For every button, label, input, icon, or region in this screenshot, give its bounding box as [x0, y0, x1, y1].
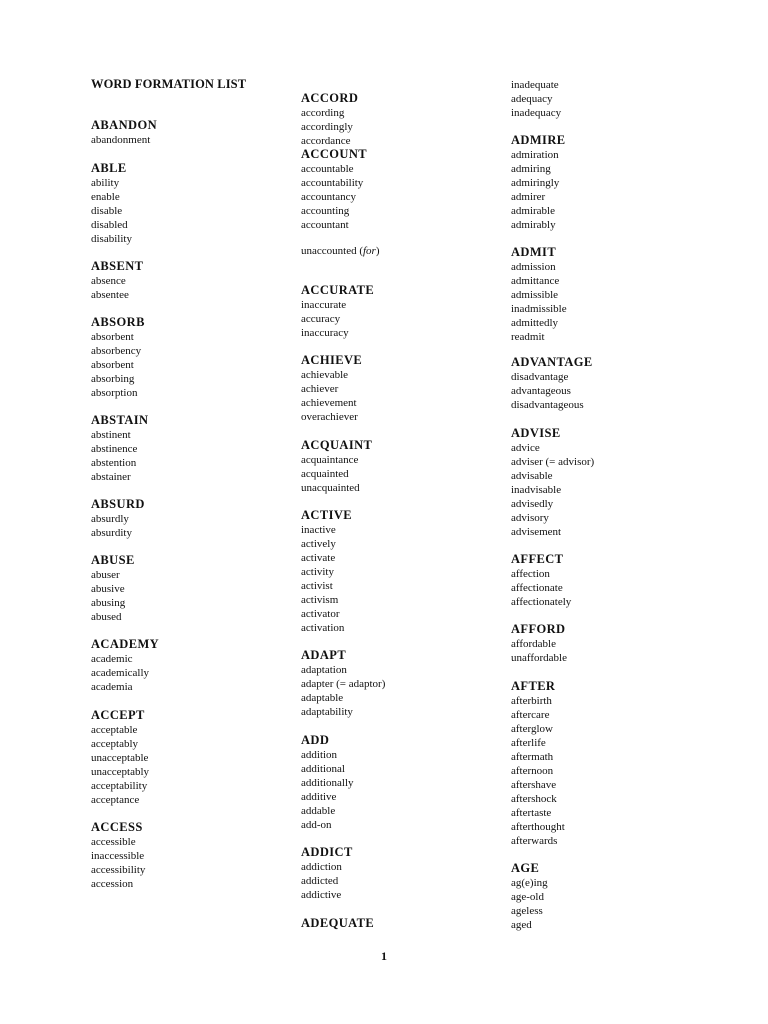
entry-headword: ACQUAINT — [301, 438, 373, 452]
derived-word: adequacy — [511, 93, 553, 105]
entry-headword: ADMIT — [511, 245, 557, 259]
derived-word: disadvantage — [511, 371, 569, 383]
entry-headword: ADVISE — [511, 426, 561, 440]
entry-academy — [91, 637, 159, 694]
derived-word: abstinent — [91, 429, 131, 441]
derived-word: addiction — [301, 861, 342, 873]
entry-adapt — [301, 648, 385, 719]
word-part-italic: for — [363, 245, 376, 257]
derived-word: aftershave — [511, 779, 557, 791]
derived-word: unacceptable — [91, 752, 149, 764]
derived-word: absorbing — [91, 373, 135, 385]
entry-afford — [511, 622, 567, 665]
entry-headword: AFTER — [511, 679, 556, 693]
entry-adequate-continued — [511, 78, 561, 120]
derived-word: advantageous — [511, 385, 571, 397]
derived-word: admission — [511, 261, 556, 273]
entry-absorb — [91, 315, 145, 400]
derived-word: accessibility — [91, 864, 146, 876]
word-part: ) — [375, 245, 380, 257]
entry-admire — [511, 133, 565, 232]
entry-headword: ACHIEVE — [301, 353, 363, 367]
entry-accurate — [301, 283, 374, 340]
derived-word: adaptable — [301, 692, 344, 704]
derived-word: acquainted — [301, 468, 349, 480]
derived-word: afterlife — [511, 737, 546, 749]
derived-word: admirer — [511, 191, 546, 203]
derived-word: affordable — [511, 638, 556, 650]
derived-word: absorption — [91, 387, 138, 399]
entry-headword: ABLE — [91, 161, 127, 175]
derived-word: unacceptably — [91, 766, 150, 778]
derived-word: aftershock — [511, 793, 557, 805]
derived-word: adaptability — [301, 706, 353, 718]
entry-access — [91, 820, 145, 891]
entry-headword: ACCOUNT — [301, 147, 367, 161]
derived-word: admittedly — [511, 317, 559, 329]
derived-word: acceptable — [91, 724, 138, 736]
derived-word: acceptably — [91, 738, 139, 750]
derived-word: admiration — [511, 149, 559, 161]
derived-word: accounting — [301, 205, 350, 217]
derived-word: abstention — [91, 457, 137, 469]
derived-word: inaccessible — [91, 850, 145, 862]
derived-word: absorbency — [91, 345, 142, 357]
entry-headword: ADDICT — [301, 845, 353, 859]
entry-accord — [301, 91, 358, 148]
entry-headword: ACTIVE — [301, 508, 353, 522]
derived-word: ag(e)ing — [511, 877, 548, 889]
derived-word: achiever — [301, 383, 339, 395]
derived-word: absurdity — [91, 527, 132, 539]
word-part: unaccounted ( — [301, 245, 363, 257]
entry-headword: ACCURATE — [301, 283, 375, 297]
derived-word: accession — [91, 878, 134, 890]
derived-word: unaffordable — [511, 652, 567, 664]
entry-abstain — [91, 413, 148, 484]
derived-word: disable — [91, 205, 123, 217]
entry-headword: ABSTAIN — [91, 413, 149, 427]
derived-word: afterthought — [511, 821, 565, 833]
entry-headword: ADMIRE — [511, 133, 566, 147]
derived-word: inadequacy — [511, 107, 562, 119]
entry-absurd — [91, 497, 145, 540]
derived-word: activist — [301, 580, 333, 592]
derived-word: disabled — [91, 219, 128, 231]
entry-after — [511, 679, 565, 848]
entry-add — [301, 733, 354, 832]
derived-word: activator — [301, 608, 340, 620]
entry-account — [301, 147, 367, 232]
derived-word: activism — [301, 594, 339, 606]
derived-word: accordingly — [301, 121, 353, 133]
derived-word: ageless — [511, 905, 543, 917]
derived-word: advisement — [511, 526, 562, 538]
entry-headword: ABANDON — [91, 118, 157, 132]
entry-headword: ACCEPT — [91, 708, 145, 722]
entry-addict — [301, 845, 353, 902]
derived-word: aftercare — [511, 709, 550, 721]
page-number: 1 — [381, 949, 387, 963]
derived-word: adapter (= adaptor) — [301, 678, 386, 690]
derived-word: afterglow — [511, 723, 553, 735]
derived-word: unacquainted — [301, 482, 360, 494]
derived-word: readmit — [511, 331, 545, 343]
derived-word: afterbirth — [511, 695, 552, 707]
derived-word: disadvantageous — [511, 399, 584, 411]
derived-word: disability — [91, 233, 132, 245]
derived-word: academic — [91, 653, 133, 665]
derived-word: age-old — [511, 891, 544, 903]
derived-word: add-on — [301, 819, 332, 831]
derived-word: addictive — [301, 889, 342, 901]
derived-word: overachiever — [301, 411, 358, 423]
derived-word: abused — [91, 611, 122, 623]
derived-word: according — [301, 107, 345, 119]
entry-headword: ABSURD — [91, 497, 145, 511]
derived-word: inactive — [301, 524, 336, 536]
derived-word: advice — [511, 442, 540, 454]
entry-active — [301, 508, 352, 635]
entry-affect — [511, 552, 571, 609]
entry-unaccounted — [301, 244, 380, 258]
derived-word: academically — [91, 667, 150, 679]
derived-word: actively — [301, 538, 336, 550]
entry-headword: ADAPT — [301, 648, 347, 662]
entry-headword: ACCORD — [301, 91, 359, 105]
entry-headword: ADD — [301, 733, 330, 747]
derived-word: abandonment — [91, 134, 151, 146]
entry-able — [91, 161, 132, 246]
entry-age — [511, 861, 548, 932]
derived-word: accountable — [301, 163, 354, 175]
derived-word: activity — [301, 566, 334, 578]
entry-advantage — [511, 355, 593, 412]
derived-word: affectionately — [511, 596, 572, 608]
entry-headword: AFFORD — [511, 622, 566, 636]
entry-headword: ADVANTAGE — [511, 355, 593, 369]
derived-word-unaccounted — [301, 244, 380, 258]
entry-headword: ABUSE — [91, 553, 135, 567]
derived-word: abusive — [91, 583, 125, 595]
entry-headword: ACADEMY — [91, 637, 160, 651]
derived-word: activate — [301, 552, 336, 564]
derived-word: admirable — [511, 205, 555, 217]
derived-word: admissible — [511, 289, 559, 301]
derived-word: absorbent — [91, 359, 134, 371]
derived-word: inadequate — [511, 79, 559, 91]
entry-accept — [91, 708, 149, 807]
derived-word: advisable — [511, 470, 553, 482]
derived-word: accuracy — [301, 313, 341, 325]
derived-word: adaptation — [301, 664, 347, 676]
entry-headword: ADEQUATE — [301, 916, 375, 930]
entry-acquaint — [301, 438, 372, 495]
derived-word: aftermath — [511, 751, 554, 763]
derived-word: accountability — [301, 177, 364, 189]
derived-word: enable — [91, 191, 120, 203]
derived-word: admiring — [511, 163, 551, 175]
entry-achieve — [301, 353, 362, 424]
entry-headword: AGE — [511, 861, 540, 875]
derived-word: afternoon — [511, 765, 554, 777]
entry-absent — [91, 259, 143, 302]
derived-word: achievable — [301, 369, 349, 381]
derived-word: abstainer — [91, 471, 131, 483]
derived-word: aged — [511, 919, 532, 931]
derived-word: aftertaste — [511, 807, 552, 819]
derived-word: admiringly — [511, 177, 560, 189]
derived-word: affection — [511, 568, 550, 580]
derived-word: abstinence — [91, 443, 138, 455]
derived-word: inadmissible — [511, 303, 567, 315]
derived-word: achievement — [301, 397, 357, 409]
derived-word: admirably — [511, 219, 556, 231]
derived-word: adviser (= advisor) — [511, 456, 595, 468]
derived-word: advisory — [511, 512, 549, 524]
derived-word: additive — [301, 791, 337, 803]
derived-word: addable — [301, 805, 336, 817]
entry-headword: ABSORB — [91, 315, 145, 329]
derived-word: abusing — [91, 597, 126, 609]
derived-word: affectionate — [511, 582, 563, 594]
derived-word: absurdly — [91, 513, 129, 525]
derived-word: absentee — [91, 289, 129, 301]
derived-word: accordance — [301, 135, 351, 147]
entry-headword: ACCESS — [91, 820, 143, 834]
derived-word: acquaintance — [301, 454, 359, 466]
derived-word: abuser — [91, 569, 120, 581]
derived-word: additional — [301, 763, 345, 775]
derived-word: activation — [301, 622, 345, 634]
derived-word: absorbent — [91, 331, 134, 343]
derived-word: acceptability — [91, 780, 148, 792]
derived-word: admittance — [511, 275, 560, 287]
entry-admit — [511, 245, 567, 344]
derived-word: accessible — [91, 836, 136, 848]
derived-word: ability — [91, 177, 120, 189]
derived-word: addition — [301, 749, 338, 761]
entry-abandon — [91, 118, 157, 147]
document-title: WORD FORMATION LIST — [91, 77, 247, 91]
derived-word: absence — [91, 275, 126, 287]
derived-word: addicted — [301, 875, 339, 887]
entry-abuse — [91, 553, 135, 624]
derived-word: accountant — [301, 219, 349, 231]
derived-word: academia — [91, 681, 133, 693]
derived-word: inaccurate — [301, 299, 347, 311]
derived-word: inadvisable — [511, 484, 562, 496]
entry-advise — [511, 426, 594, 539]
entry-headword: AFFECT — [511, 552, 564, 566]
derived-word: afterwards — [511, 835, 558, 847]
derived-word: accountancy — [301, 191, 356, 203]
derived-word: advisedly — [511, 498, 554, 510]
entry-headword: ABSENT — [91, 259, 144, 273]
derived-word: inaccuracy — [301, 327, 349, 339]
derived-word: acceptance — [91, 794, 140, 806]
derived-word: additionally — [301, 777, 354, 789]
entry-adequate — [301, 916, 374, 931]
